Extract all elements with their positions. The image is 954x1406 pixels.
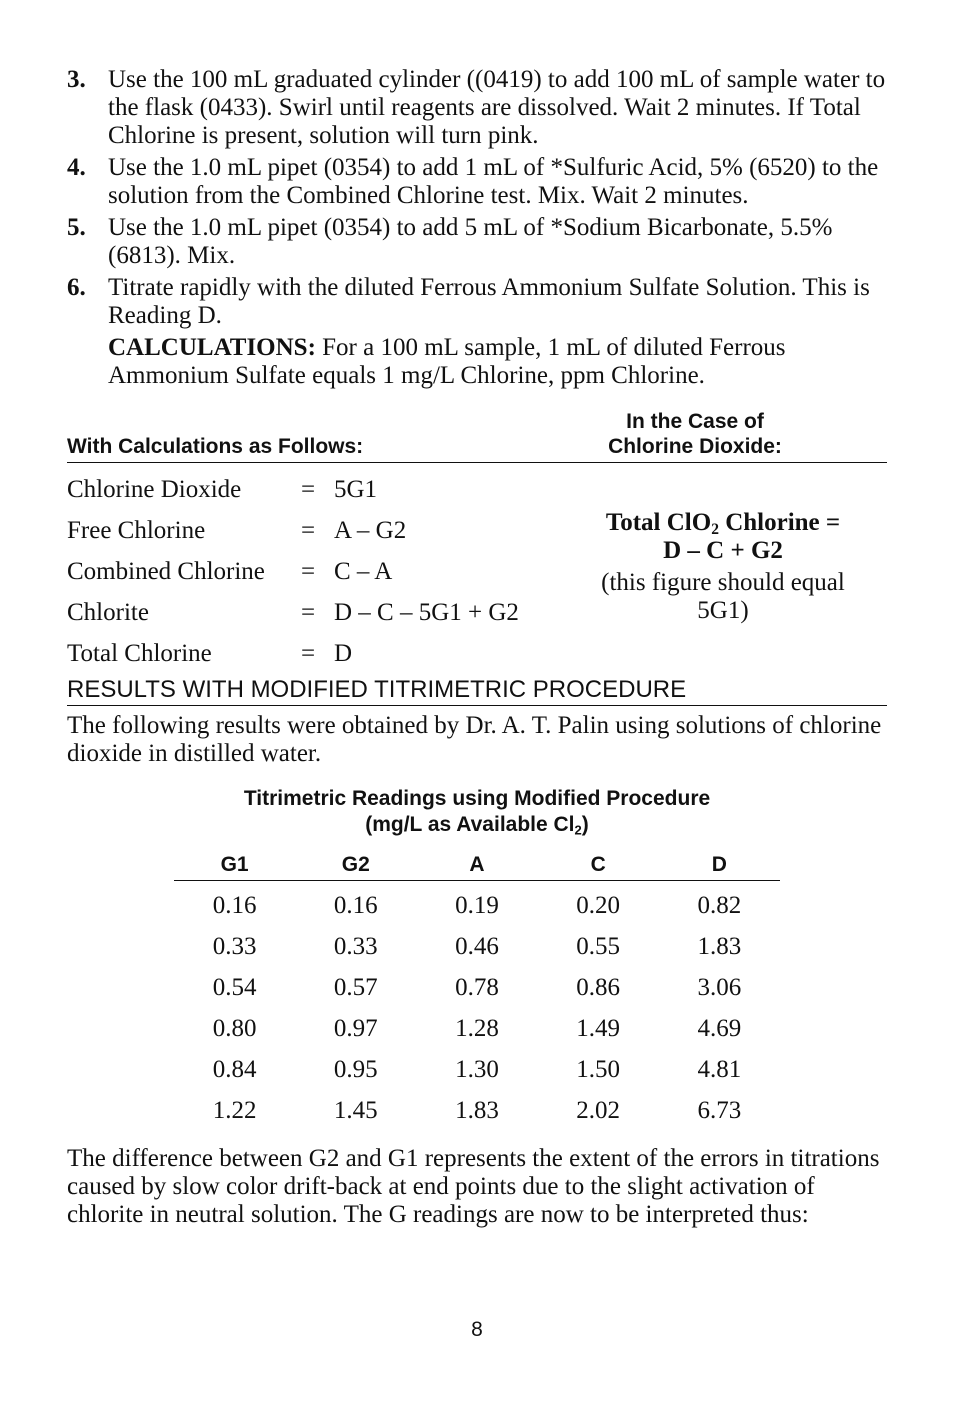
calc-header-right-line2: Chlorine Dioxide: — [608, 435, 782, 458]
column-header-c: C — [538, 850, 659, 881]
table-row — [174, 1090, 780, 1131]
column-header-d: D — [659, 850, 780, 881]
table-cell: 2.02 — [576, 1096, 621, 1124]
table-cell: 0.97 — [333, 1014, 378, 1042]
step-3 — [67, 66, 887, 150]
step-4 — [67, 154, 887, 210]
title-part: ) — [581, 813, 589, 836]
chlorine-dioxide-case — [573, 509, 873, 625]
calc-row — [67, 592, 519, 633]
calc-table-header — [67, 406, 887, 463]
step-number: 5. — [67, 214, 86, 241]
table-cell: 0.16 — [212, 891, 257, 919]
calc-row-equals: = — [301, 517, 316, 544]
column-header-a: A — [416, 850, 537, 881]
table-cell: 0.82 — [697, 891, 742, 919]
step-text: Titrate rapidly with the diluted Ferrous Ammonium Sulfate Solution. This is Reading D. — [108, 274, 870, 329]
column-header-g1: G1 — [174, 850, 295, 881]
formula-subscript: 2 — [711, 520, 719, 538]
calc-row — [67, 510, 519, 551]
table-cell: 0.95 — [333, 1055, 378, 1083]
step-number: 4. — [67, 154, 86, 181]
table-cell: 0.33 — [333, 932, 378, 960]
calc-row-equals: = — [301, 640, 316, 667]
calc-row — [67, 551, 519, 592]
calc-row-label: Combined Chlorine — [67, 558, 265, 585]
calc-row — [67, 633, 519, 674]
step-6 — [67, 274, 887, 390]
calculations-paragraph — [108, 334, 887, 390]
table-row — [174, 1049, 780, 1090]
calculations-text: For a 100 mL sample, 1 mL of diluted Ferrous Ammonium Sulfate equals 1 mg/L Chlorine, ppm Chlorine. — [108, 334, 786, 389]
closing-paragraph: The difference between G2 and G1 represents the extent of the errors in titrations caused by slow color drift-back at end points due to the slight activation of chlorite in neutral solution. The G readings are now to be interpreted thus: — [67, 1145, 880, 1228]
calc-row-label: Chlorine Dioxide — [67, 476, 242, 503]
calc-row-equals: = — [301, 476, 316, 503]
calc-table-body — [67, 463, 887, 669]
calculations-label: CALCULATIONS: — [108, 334, 316, 361]
table-cell: 1.49 — [576, 1014, 621, 1042]
calc-row-formula: A – G2 — [334, 517, 407, 544]
table-cell: 3.06 — [697, 973, 742, 1001]
table-row — [174, 1008, 780, 1049]
table-cell: 0.54 — [212, 973, 257, 1001]
table-cell: 0.16 — [333, 891, 378, 919]
formula-part: Total ClO — [605, 509, 712, 536]
table-cell: 0.19 — [455, 891, 499, 919]
title-part: (mg/L as Available Cl — [365, 813, 575, 836]
calc-header-left: With Calculations as Follows: — [67, 435, 364, 458]
readings-table-title — [67, 786, 887, 838]
calc-row — [67, 469, 519, 510]
table-cell: 0.46 — [455, 932, 499, 960]
step-5 — [67, 214, 887, 270]
readings-table-title-line1: Titrimetric Readings using Modified Procedure — [243, 787, 711, 810]
calc-row-label: Total Chlorine — [67, 640, 212, 667]
title-subscript: 2 — [574, 822, 582, 838]
table-cell: 6.73 — [697, 1096, 742, 1124]
table-cell: 0.86 — [576, 973, 621, 1001]
table-cell: 0.57 — [333, 973, 378, 1001]
total-clo2-formula-line2: D – C + G2 — [663, 537, 783, 564]
page-number: 8 — [471, 1318, 483, 1341]
table-cell: 1.30 — [455, 1055, 499, 1083]
table-cell: 0.84 — [212, 1055, 257, 1083]
calc-row-formula: D – C – 5G1 + G2 — [334, 599, 519, 626]
step-text: Use the 1.0 mL pipet (0354) to add 1 mL of *Sulfuric Acid, 5% (6520) to the solution from the Combined Chlorine test. Mix. Wait 2 minutes. — [108, 154, 879, 209]
calc-header-right — [545, 409, 845, 459]
results-intro: The following results were obtained by Dr. A. T. Palin using solutions of chlorine dioxide in distilled water. — [67, 712, 882, 767]
step-text: Use the 100 mL graduated cylinder ((0419) to add 100 mL of sample water to the flask (0433). Swirl until reagents are dissolved. Wait 2 minutes. If Total Chlorine is present, solution will turn pink. — [108, 66, 886, 149]
calc-row-formula: 5G1 — [334, 476, 378, 503]
results-section-title: RESULTS WITH MODIFIED TITRIMETRIC PROCEDURE — [67, 675, 887, 706]
table-cell: 1.83 — [455, 1096, 499, 1124]
table-row — [174, 926, 780, 967]
table-cell: 0.78 — [455, 973, 499, 1001]
table-cell: 1.22 — [212, 1096, 257, 1124]
table-cell: 1.45 — [333, 1096, 378, 1124]
table-cell: 0.20 — [576, 891, 621, 919]
readings-table-title-line2 — [67, 812, 887, 838]
calc-header-right-line1: In the Case of — [626, 410, 764, 433]
readings-table-header — [174, 850, 780, 881]
formula-part: Chlorine = — [718, 509, 841, 536]
step-text: Use the 1.0 mL pipet (0354) to add 5 mL of *Sodium Bicarbonate, 5.5% (6813). Mix. — [108, 214, 833, 269]
calc-row-formula: C – A — [334, 558, 393, 585]
calc-row-label: Free Chlorine — [67, 517, 206, 544]
table-cell: 1.28 — [455, 1014, 499, 1042]
calc-row-equals: = — [301, 558, 316, 585]
table-cell: 1.50 — [576, 1055, 621, 1083]
step-number: 3. — [67, 66, 86, 93]
step-number: 6. — [67, 274, 86, 301]
dioxide-note: (this figure should equal 5G1) — [601, 569, 845, 624]
table-cell: 0.33 — [212, 932, 257, 960]
calc-row-equals: = — [301, 599, 316, 626]
calc-formula-list — [67, 469, 519, 674]
table-row — [174, 881, 780, 927]
table-cell: 4.81 — [697, 1055, 742, 1083]
page-content — [67, 66, 887, 1229]
column-header-g2: G2 — [295, 850, 416, 881]
calc-row-label: Chlorite — [67, 599, 149, 626]
calc-row-formula: D — [334, 640, 353, 667]
table-cell: 4.69 — [697, 1014, 742, 1042]
table-cell: 1.83 — [697, 932, 742, 960]
table-cell: 0.55 — [576, 932, 621, 960]
table-cell: 0.80 — [212, 1014, 257, 1042]
total-clo2-formula — [573, 509, 873, 537]
readings-table — [174, 850, 780, 1131]
table-row — [174, 967, 780, 1008]
procedure-steps — [67, 66, 887, 390]
